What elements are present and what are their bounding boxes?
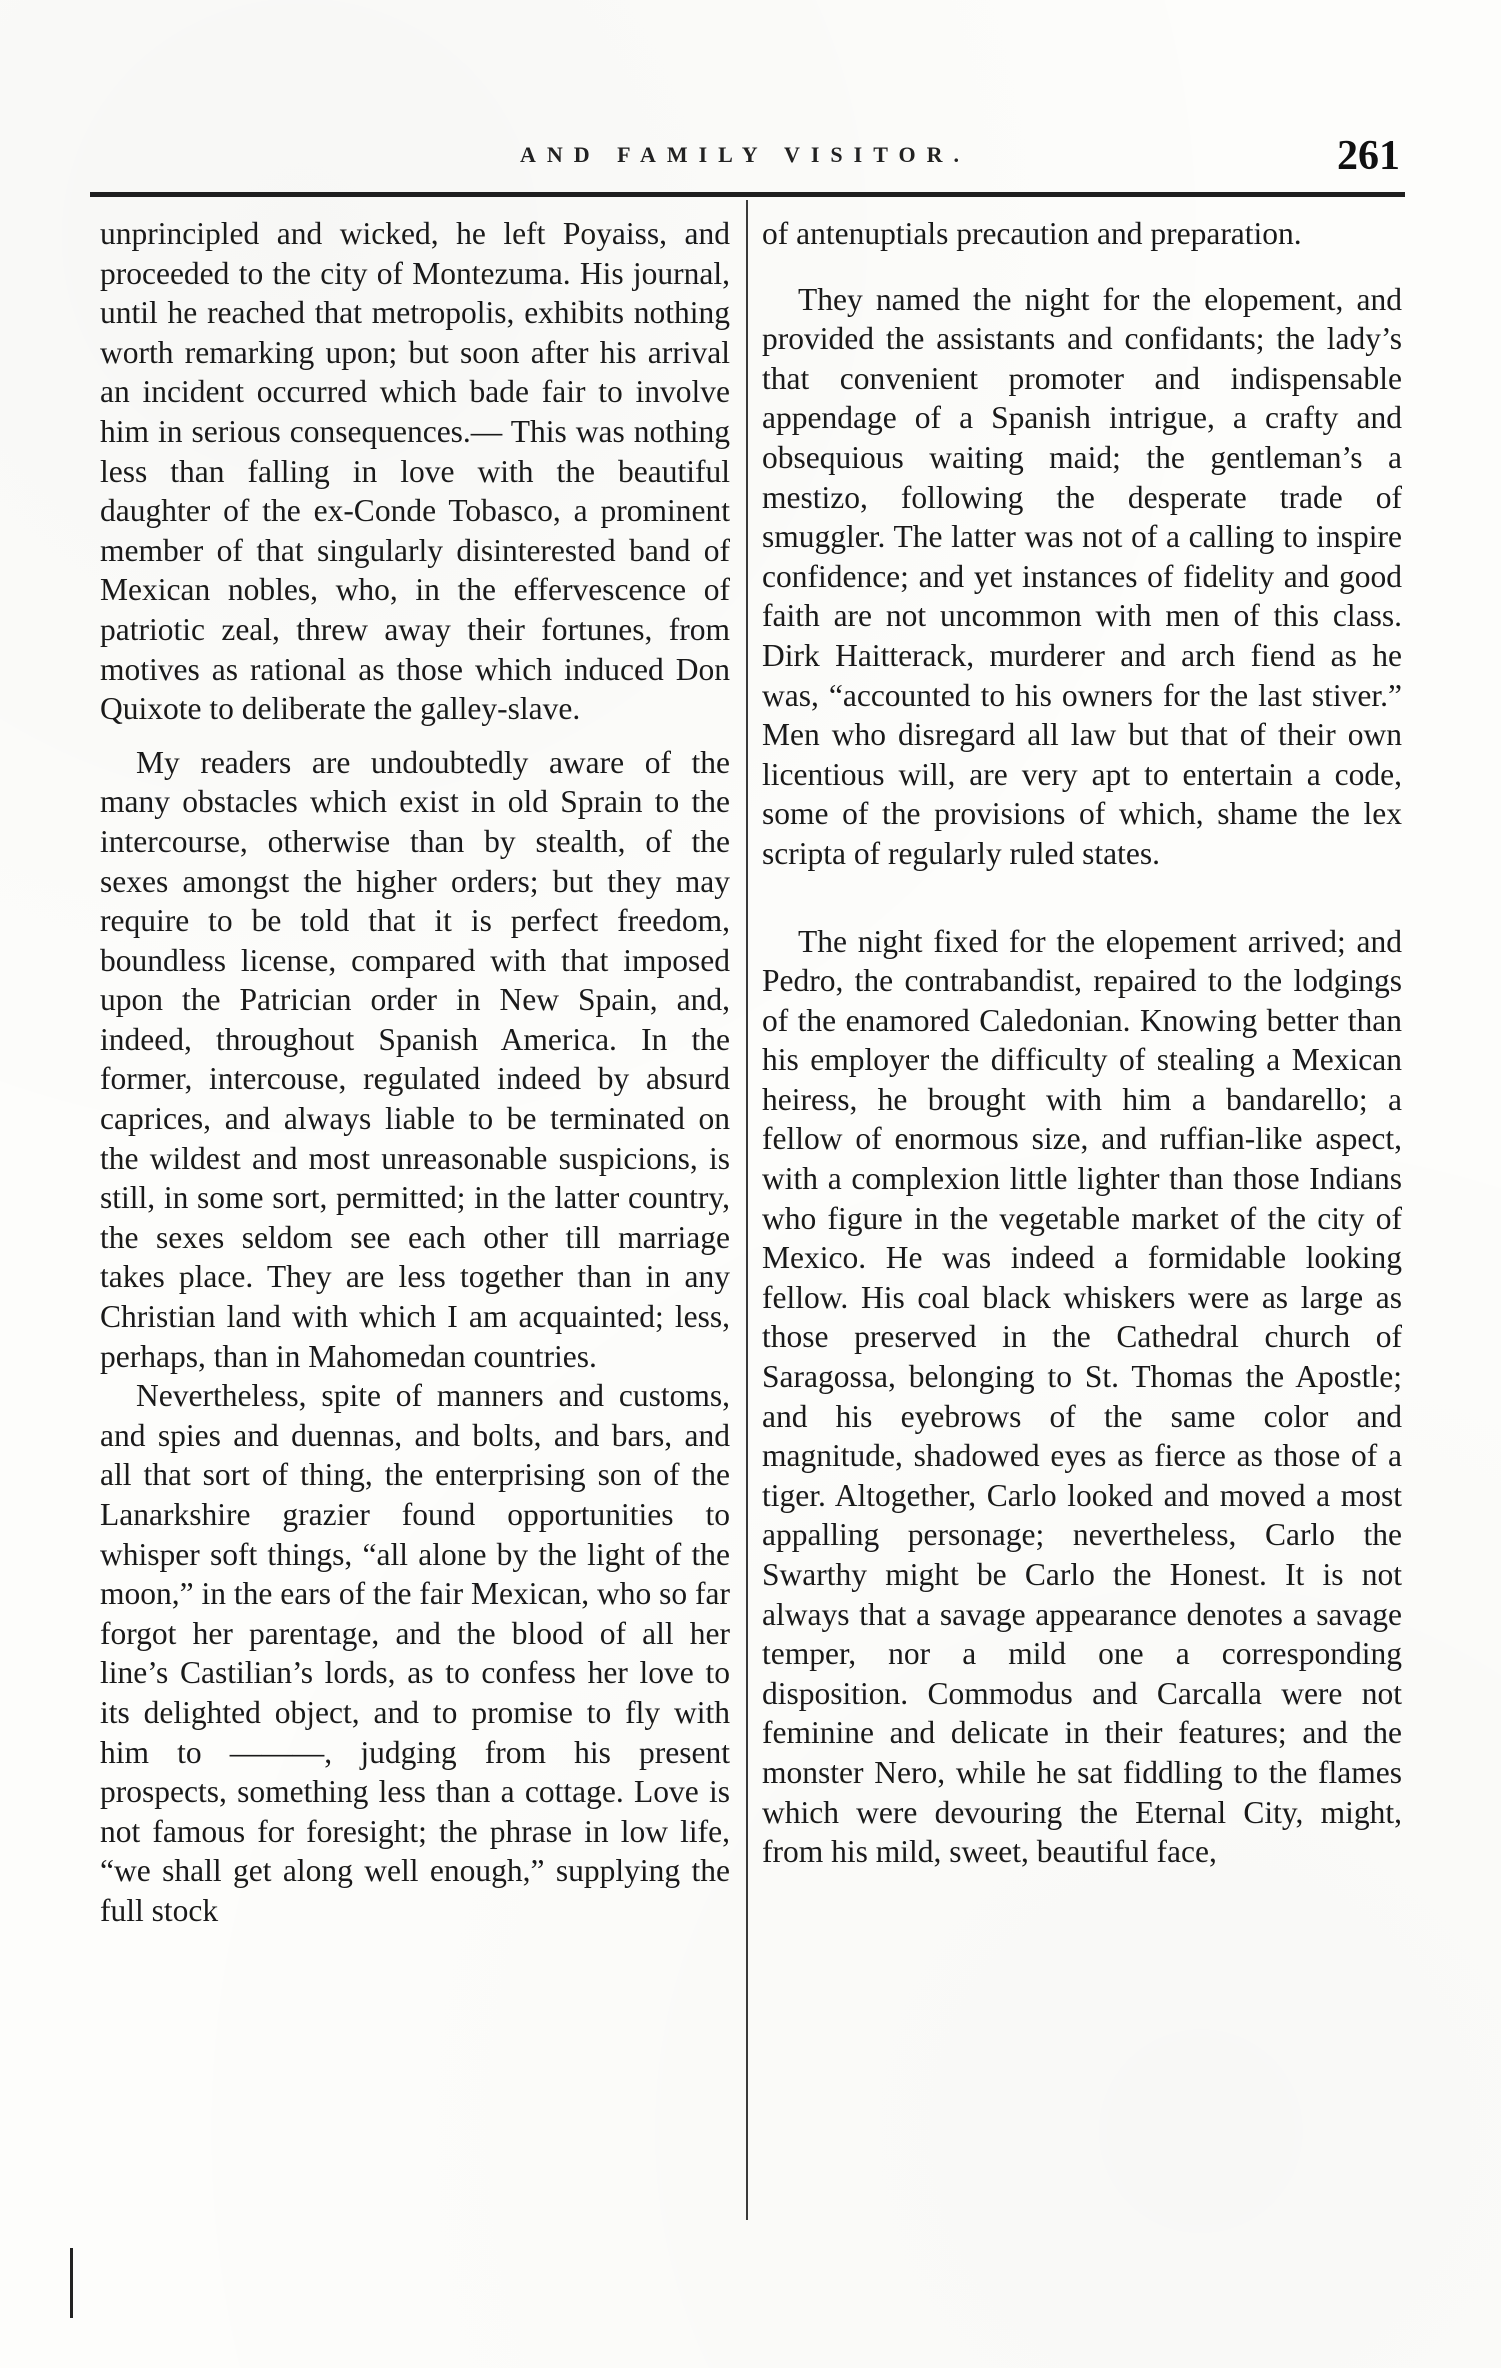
header-rule	[90, 192, 1405, 197]
column-divider	[746, 200, 748, 2220]
paragraph: of antenuptials precaution and preparation.	[762, 216, 1302, 251]
paragraph: They named the night for the elopement, and provided the assistants and confidants; the lady’s that convenient promoter and indispensable appendage of a Spanish intrigue, a crafty and obsequious waiting maid; the gentleman’s a mestizo, following the desperate trade of smuggler. The latter was not of a calling to inspire confidence; and yet instances of fidelity and good faith are not uncommon with men of this class. Dirk Haitterack, murderer and arch fiend as he was, “accounted to his owners for the last stiver.” Men who disregard all law but that of their own licentious will, are very apt to entertain a code, some of the provisions of which, shame the lex scripta of regularly ruled states.	[762, 281, 1402, 871]
right-column	[762, 214, 1402, 1872]
running-head: AND FAMILY VISITOR.	[519, 142, 971, 167]
paragraph: My readers are undoubtedly aware of the many obstacles which exist in old Sprain to the intercourse, otherwise than by stealth, of the sexes amongst the higher orders; but they may require to be told that it is perfect freedom, boundless license, compared with that imposed upon the Patrician order in New Spain, and, indeed, throughout Spanish America. In the former, intercouse, regulated indeed by absurd caprices, and always liable to be terminated on the wildest and most unreasonable suspicions, is still, in some sort, permitted; in the latter country, the sexes seldom see each other till marriage takes place. They are less together than in any Christian land with which I am acquainted; less, perhaps, than in Mahomedan countries.	[100, 744, 730, 1374]
page-header	[90, 133, 1400, 180]
paragraph: unprincipled and wicked, he left Poyaiss, and proceeded to the city of Montezuma. His journal, until he reached that metropolis, exhibits nothing worth remarking upon; but soon after his arrival an incident occurred which bade fair to involve him in serious consequences.— This was nothing less than falling in love with the beautiful daughter of the ex-Conde Tobasco, a prominent member of that singularly disinterested band of Mexican nobles, who, in the effervescence of patriotic zeal, threw away their fortunes, from motives as rational as those which induced Don Quixote to deliberate the galley-slave.	[100, 216, 730, 727]
margin-mark	[70, 2248, 73, 2318]
left-column	[100, 214, 730, 1931]
page-number: 261	[1337, 133, 1400, 179]
paragraph: The night fixed for the elopement arrived; and Pedro, the contrabandist, repaired to the lodgings of the enamored Caledonian. Knowing better than his employer the difficulty of stealing a Mexican heiress, he brought with him a bandarello; a fellow of enormous size, and ruffian-like aspect, with a complexion little lighter than those Indians who figure in the vegetable market of the city of Mexico. He was indeed a formidable looking fellow. His coal black whiskers were as large as those preserved in the Cathedral church of Saragossa, belonging to St. Thomas the Apostle; and his eyebrows of the same color and magnitude, shadowed eyes as fierce as those of a tiger. Altogether, Carlo looked and moved a most appalling personage; nevertheless, Carlo the Swarthy might be Carlo the Honest. It is not always that a savage appearance denotes a savage temper, nor a mild one a corresponding disposition. Commodus and Carcalla were not feminine and delicate in their features; and the monster Nero, while he sat fiddling to the flames which were devouring the Eternal City, might, from his mild, sweet, beautiful face,	[762, 923, 1402, 1870]
paragraph: Nevertheless, spite of manners and customs, and spies and duennas, and bolts, and bars, and all that sort of thing, the enterprising son of the Lanarkshire grazier found opportunities to whisper soft things, “all alone by the light of the moon,” in the ears of the fair Mexican, who so far forgot her parentage, and the blood of all her line’s Castilian’s lords, as to confess her love to its delighted object, and to promise to fly with him to ———, judging from his present prospects, something less than a cottage. Love is not famous for foresight; the phrase in low life, “we shall get along well enough,” supplying the full stock	[100, 1378, 730, 1928]
